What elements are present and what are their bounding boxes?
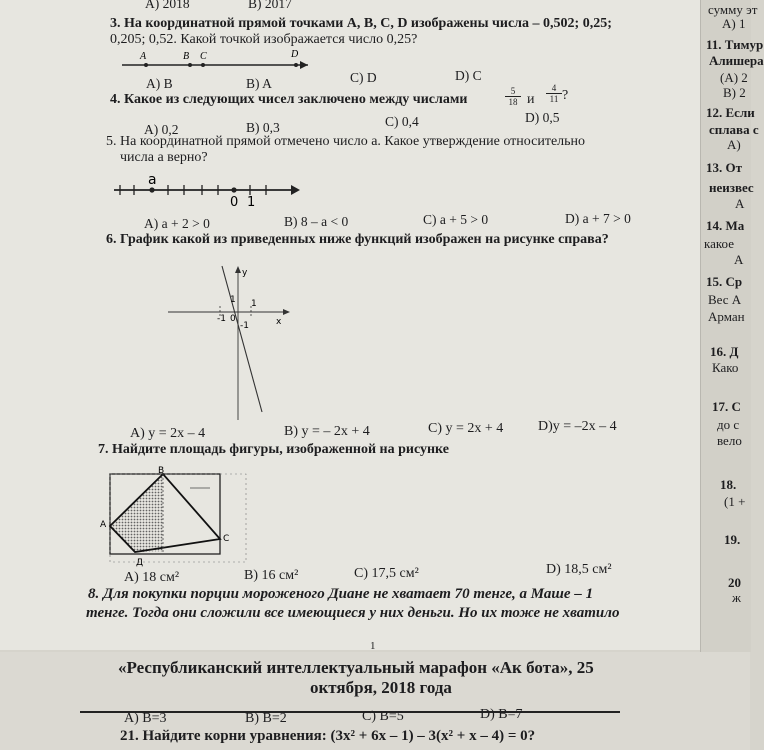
- page2-header-line2: октября, 2018 года: [310, 678, 452, 697]
- page2-header-line1: «Республиканский интеллектуальный марафон «Ак бота», 25: [118, 658, 594, 677]
- q5-option-d: D) a + 7 > 0: [565, 211, 631, 226]
- q3-option-b: B) A: [246, 76, 272, 91]
- rc-8: A): [727, 137, 741, 152]
- page2-option-a: A) B=3: [124, 711, 167, 726]
- q3-option-d: D) C: [455, 68, 482, 83]
- q6-label-0: 0: [230, 314, 236, 324]
- q6-label-y: y: [242, 268, 248, 278]
- q4-frac2-num: 4: [546, 83, 562, 94]
- rc-19: Како: [712, 360, 739, 375]
- q4-and: и: [527, 92, 535, 107]
- rc-2: 11. Тимур: [706, 37, 764, 52]
- q4-fraction-1: [505, 86, 521, 107]
- rc-3: Алишера: [709, 53, 764, 68]
- q6-label-minus1x: -1: [217, 314, 226, 324]
- q21-text: 21. Найдите корни уравнения: (3x² + 6x – 1) – 3(x² + x – 4) = 0?: [120, 728, 536, 744]
- q8-text-line2: тенге. Тогда они сложили все имеющиеся у них деньги. Но их тоже не хватило: [86, 605, 620, 621]
- q4-option-c: C) 0,4: [385, 114, 419, 129]
- q3-point-D: D: [291, 49, 299, 60]
- q3-option-c: C) D: [350, 70, 377, 85]
- rc-21: до с: [717, 417, 740, 432]
- prev-option-b: B) 2017: [248, 0, 292, 11]
- q5-text-line2: числа a верно?: [120, 150, 208, 165]
- q5-number-line: [112, 172, 302, 210]
- q7-option-c: C) 17,5 см²: [354, 566, 419, 581]
- q6-option-a: A) y = 2x – 4: [130, 426, 206, 441]
- q4-frac2-den: 11: [549, 94, 559, 104]
- q3-point-B: B: [183, 51, 190, 62]
- rc-12: 14. Ма: [706, 218, 745, 233]
- q5-text-line1: 5. На координатной прямой отмечено число a. Какое утверждение относительно: [106, 134, 586, 149]
- q6-label-minus1y: -1: [240, 321, 249, 331]
- q7-option-d: D) 18,5 см²: [546, 562, 612, 577]
- q4-fraction-2: [546, 83, 562, 104]
- q5-label-a: a: [148, 172, 157, 188]
- rc-13: какое: [704, 236, 734, 251]
- q5-option-c: C) a + 5 > 0: [423, 212, 489, 227]
- rc-24: (1 +: [724, 494, 746, 509]
- q5-label-1: 1: [247, 195, 256, 210]
- page2-option-b: B) B=2: [245, 711, 287, 726]
- rc-0: сумму эт: [708, 2, 758, 17]
- q6-label-1x: 1: [251, 299, 257, 309]
- q3-number-line: [120, 48, 310, 72]
- rc-25: 19.: [724, 532, 741, 547]
- q5-option-b: B) 8 – a < 0: [284, 214, 349, 229]
- q3-text-line2: 0,205; 0,52. Какой точкой изображается число 0,25?: [110, 32, 418, 47]
- rc-11: A: [735, 196, 745, 211]
- rc-20: 17. С: [712, 399, 741, 414]
- q6-option-b: B) y = – 2x + 4: [284, 424, 370, 439]
- q7-figure: [100, 464, 250, 574]
- q6-function-graph: [160, 262, 300, 422]
- q8-text-line1: 8. Для покупки порции мороженого Диане не хватает 70 тенге, а Маше – 1: [88, 586, 594, 602]
- q4-frac1-den: 18: [508, 97, 518, 107]
- prev-option-a: A) 2018: [145, 0, 190, 11]
- q4-text: 4. Какое из следующих чисел заключено между числами: [110, 92, 468, 107]
- q5-label-0: 0: [230, 195, 239, 210]
- page2-option-d: D) B=7: [480, 707, 523, 722]
- rc-14: A: [734, 252, 744, 267]
- rc-10: неизвес: [709, 180, 754, 195]
- q3-option-a: A) B: [146, 76, 173, 91]
- q4-option-a: A) 0,2: [144, 122, 179, 137]
- page2-option-c: C) B=5: [362, 709, 404, 724]
- q5-option-a: A) a + 2 > 0: [144, 216, 210, 231]
- q4-question-mark: ?: [562, 88, 569, 103]
- rc-6: 12. Если: [706, 105, 755, 120]
- q7-vertex-B: В: [158, 466, 165, 476]
- q7-option-b: B) 16 см²: [244, 568, 299, 583]
- q6-label-x: x: [276, 317, 282, 327]
- rc-16: Вес A: [708, 292, 742, 307]
- q7-option-a: A) 18 см²: [124, 570, 180, 585]
- rc-18: 16. Д: [710, 344, 739, 359]
- q4-option-b: B) 0,3: [246, 120, 280, 135]
- q6-label-1y: 1: [230, 295, 236, 305]
- q7-vertex-D: Д: [136, 558, 144, 568]
- rc-23: 18.: [720, 477, 737, 492]
- rc-27: ж: [732, 590, 741, 605]
- q7-text: 7. Найдите площадь фигуры, изображенной на рисунке: [98, 442, 449, 457]
- page-number: 1: [370, 640, 376, 652]
- rc-7: сплава с: [709, 122, 759, 137]
- rc-9: 13. От: [706, 160, 742, 175]
- q3-text-line1: 3. На координатной прямой точками A, B, C, D изображены числа – 0,502; 0,25;: [110, 16, 612, 31]
- q4-option-d: D) 0,5: [525, 110, 560, 125]
- q6-text: 6. График какой из приведенных ниже функций изображен на рисунке справа?: [106, 232, 609, 247]
- rc-15: 15. Ср: [706, 274, 743, 289]
- q3-point-C: C: [200, 51, 207, 62]
- q6-option-d: D)y = –2x – 4: [538, 419, 617, 434]
- q6-option-c: C) y = 2x + 4: [428, 421, 504, 436]
- q3-point-A: A: [140, 51, 147, 62]
- q4-frac1-num: 5: [505, 86, 521, 97]
- rc-22: вело: [717, 433, 742, 448]
- rc-4: (A) 2: [720, 70, 748, 85]
- rc-17: Арман: [708, 309, 745, 324]
- rc-1: A) 1: [722, 16, 746, 31]
- q7-vertex-C: С: [223, 534, 230, 544]
- rc-5: B) 2: [723, 85, 746, 100]
- rc-26: 20: [728, 575, 741, 590]
- q7-vertex-A: А: [100, 520, 107, 530]
